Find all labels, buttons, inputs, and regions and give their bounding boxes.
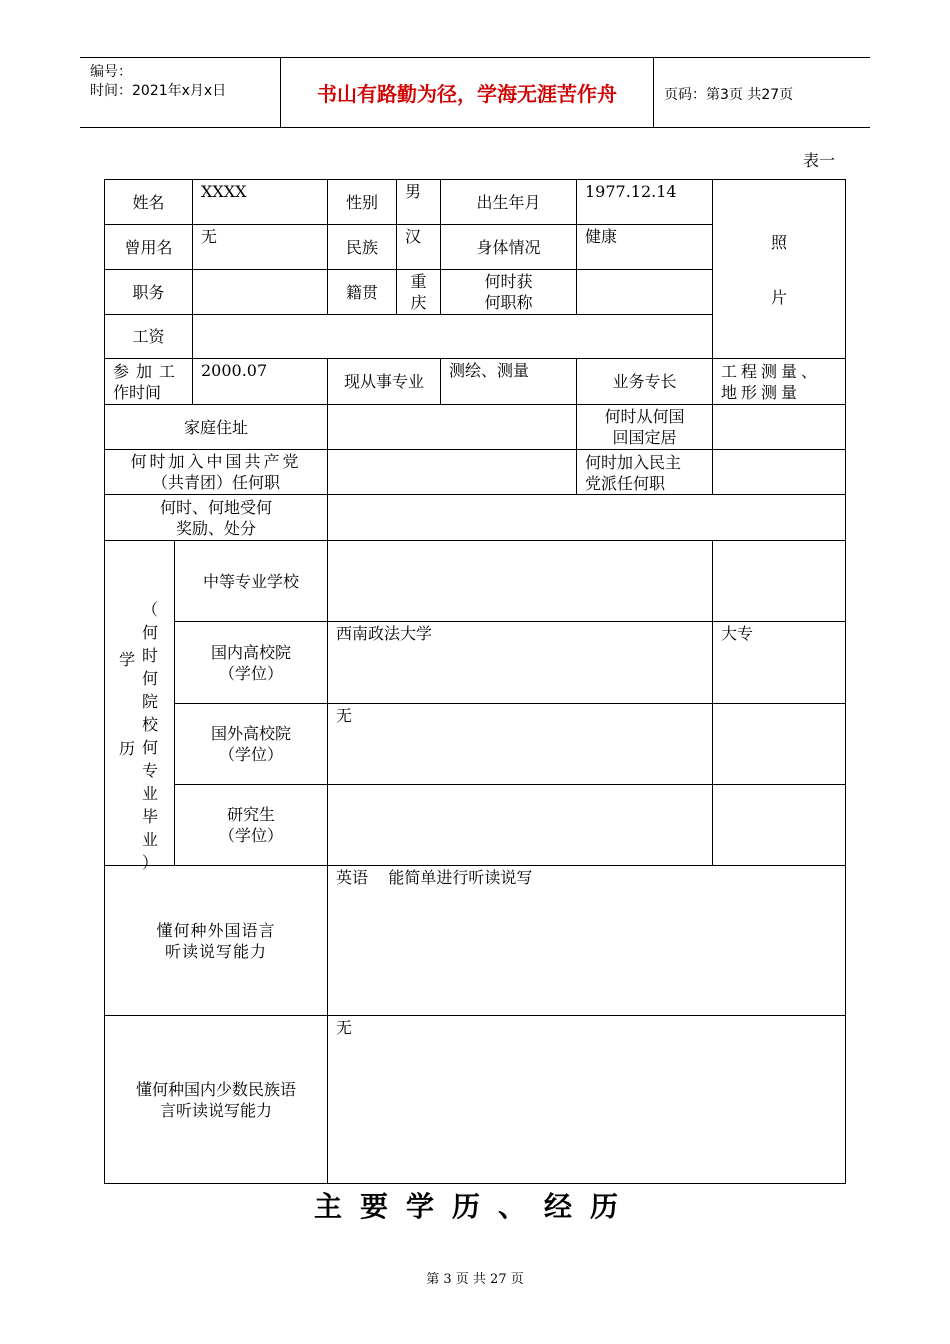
minority-language-label-1: 懂何种国内少数民族语: [135, 1079, 296, 1099]
section-title: 主要学历、经历: [313, 1190, 636, 1223]
foreign-language-label-2: 听读说写能力: [164, 941, 267, 961]
party-label: [104, 449, 328, 495]
foreign-language-label: [104, 865, 328, 1016]
birth-label: 出生年月: [440, 179, 577, 225]
work-start-label: [104, 358, 193, 405]
specialty-value-1: 工程测量、: [721, 362, 822, 381]
education-side-2: 历: [119, 739, 136, 758]
page-footer: 第 3 页 共 27 页: [426, 1272, 524, 1287]
name-label: 姓名: [104, 179, 193, 225]
header-motto: 书山有路勤为径，学海无涯苦作舟: [281, 58, 654, 127]
democratic-label: [576, 449, 713, 495]
party-value: [327, 449, 577, 495]
minority-language-label-2: 言听读说写能力: [159, 1100, 272, 1120]
democratic-label-2: 党派任何职: [585, 474, 666, 493]
secondary-school-value: [327, 540, 713, 622]
gender-value: 男: [396, 179, 441, 225]
foreign-college-label-2: （学位）: [218, 745, 283, 764]
party-label-1: 何时加入中国共产党: [130, 452, 302, 471]
title-when-value: [576, 269, 713, 315]
current-major-value: 测绘、测量: [440, 358, 577, 405]
date-label: 时间：2021年x月x日: [90, 83, 227, 99]
domestic-college-label-2: （学位）: [218, 663, 283, 683]
education-vertical-char: 院: [141, 692, 158, 711]
foreign-language-label-1: 懂何种外国语言: [156, 920, 276, 940]
specialty-label: 业务专长: [576, 358, 713, 405]
gender-label: 性别: [327, 179, 397, 225]
page-header: [80, 57, 870, 128]
foreign-college-label: [174, 703, 328, 785]
page-count-label: 页码：第3页 共27页: [664, 87, 794, 103]
education-vertical-char: ）: [141, 853, 158, 872]
name-value: XXXX: [192, 179, 328, 225]
specialty-value-2: 地形测量: [721, 383, 802, 402]
education-vertical-note: [141, 598, 159, 874]
work-start-value: 2000.07: [192, 358, 328, 405]
graduate-label-1: 研究生: [226, 805, 275, 824]
domestic-college-degree: 大专: [712, 621, 846, 704]
award-value: [327, 494, 846, 541]
domestic-college-label: [174, 621, 328, 704]
return-label-2: 回国定居: [612, 428, 677, 447]
foreign-college-degree: [712, 703, 846, 785]
former-name-value: 无: [192, 224, 328, 270]
foreign-college-label-1: 国外高校院: [210, 724, 291, 743]
minority-language-value: 无: [327, 1015, 846, 1184]
return-value: [712, 404, 846, 450]
title-when-label-1: 何时获: [484, 272, 533, 291]
award-label-2: 奖励、处分: [175, 518, 256, 538]
health-value: 健康: [576, 224, 713, 270]
position-label: 职务: [104, 269, 193, 315]
health-label: 身体情况: [440, 224, 577, 270]
foreign-language-value: 英语 能简单进行听读说写: [327, 865, 846, 1016]
party-label-2: （共青团）任何职: [151, 473, 280, 492]
number-label: 编号：: [90, 64, 132, 80]
birth-value: 1977.12.14: [576, 179, 713, 225]
salary-value: [192, 314, 713, 359]
education-vertical-char: 何: [141, 738, 158, 757]
domestic-college-label-1: 国内高校院: [210, 642, 291, 662]
former-name-label: 曾用名: [104, 224, 193, 270]
title-when-label: [440, 269, 577, 315]
native-value-1: 重: [410, 272, 427, 291]
secondary-school-label: 中等专业学校: [174, 540, 328, 622]
award-label-1: 何时、何地受何: [159, 497, 272, 517]
work-start-label-2: 作时间: [113, 383, 162, 402]
education-side-1: 学: [119, 650, 136, 669]
return-label-1: 何时从何国: [604, 407, 685, 426]
native-value-2: 庆: [410, 293, 427, 312]
salary-label: 工资: [104, 314, 193, 359]
photo-label-1: 照: [770, 233, 787, 252]
ethnicity-label: 民族: [327, 224, 397, 270]
education-vertical-char: （: [141, 600, 158, 619]
native-label: 籍贯: [327, 269, 397, 315]
education-side-label: [104, 540, 175, 872]
address-label: 家庭住址: [104, 404, 328, 450]
graduate-degree: [712, 784, 846, 866]
education-vertical-char: 何: [141, 623, 158, 642]
education-vertical-char: 校: [141, 715, 158, 734]
democratic-value: [712, 449, 846, 495]
header-meta: [80, 58, 281, 127]
table-label: 表一: [803, 151, 836, 170]
domestic-college-value: 西南政法大学: [327, 621, 713, 704]
graduate-label-2: （学位）: [218, 826, 283, 845]
education-vertical-char: 业: [141, 784, 158, 803]
return-label: [576, 404, 713, 450]
address-value: [327, 404, 577, 450]
specialty-value: [712, 358, 846, 405]
graduate-value: [327, 784, 713, 866]
ethnicity-value: 汉: [396, 224, 441, 270]
current-major-label: 现从事专业: [327, 358, 441, 405]
graduate-label: [174, 784, 328, 866]
secondary-school-degree: [712, 540, 846, 622]
education-vertical-char: 时: [141, 646, 158, 665]
position-value: [192, 269, 328, 315]
award-label: [104, 494, 328, 541]
title-when-label-2: 何职称: [484, 293, 533, 312]
education-vertical-char: 何: [141, 669, 158, 688]
photo-label-2: 片: [770, 288, 787, 307]
foreign-college-value: 无: [327, 703, 713, 785]
minority-language-label: [104, 1015, 328, 1184]
education-vertical-char: 专: [141, 761, 158, 780]
democratic-label-1: 何时加入民主: [585, 453, 682, 472]
work-start-label-1: 参加工: [113, 362, 183, 381]
photo-box: [712, 179, 846, 359]
education-vertical-char: 业: [141, 830, 158, 849]
native-value: [396, 269, 441, 315]
education-vertical-char: 毕: [141, 807, 158, 826]
